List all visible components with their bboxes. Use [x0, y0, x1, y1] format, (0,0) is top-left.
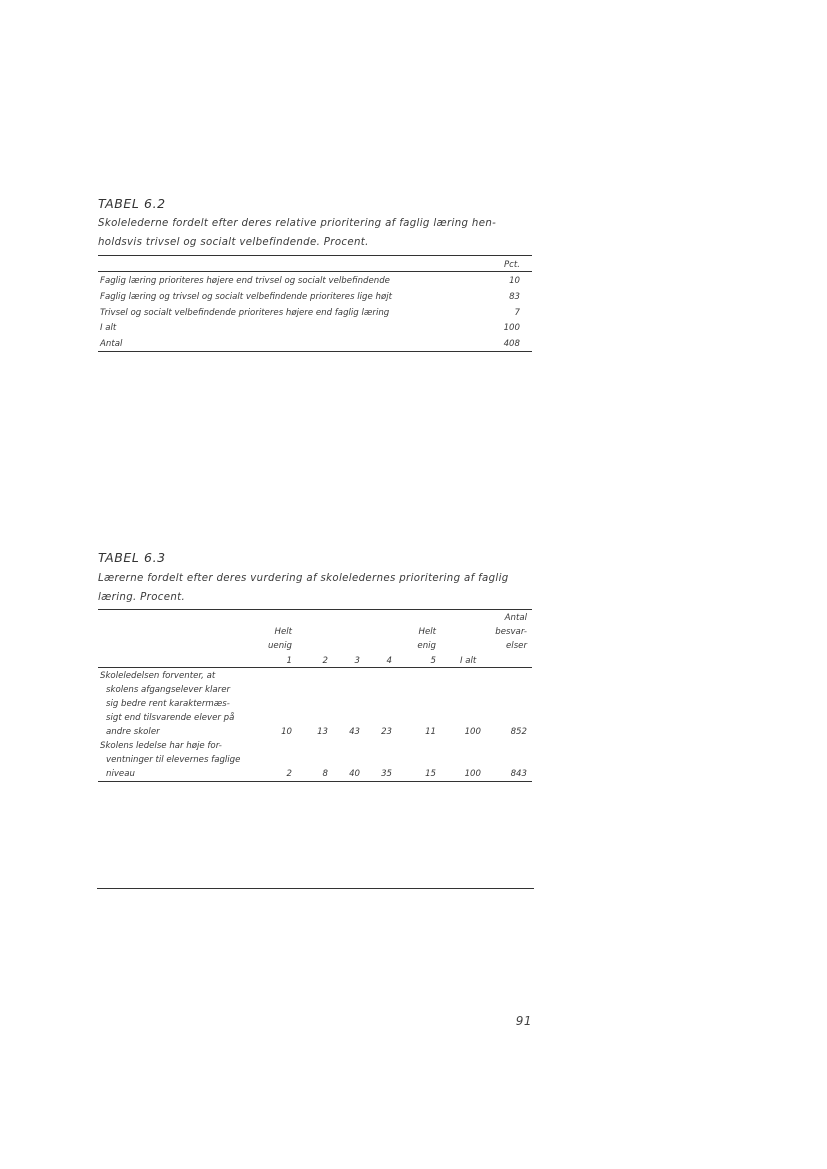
footer-rule [97, 888, 534, 889]
table-6-3-row-1-col2: 13 [317, 727, 328, 737]
table-6-2-total-value: 100 [503, 323, 520, 333]
table-6-3-row-1-col4: 23 [381, 727, 392, 737]
table-6-2-row-label: Trivsel og socialt velbefindende prioriteres højere end faglig læring [100, 308, 390, 318]
table-6-3-row-2-total: 100 [464, 769, 481, 779]
table-6-2-row-label: Faglig læring og trivsel og socialt velbefindende prioriteres lige højt [100, 292, 392, 302]
table-6-3-row-2-label-line-2: ventninger til elevernes faglige [106, 755, 241, 765]
table-6-3-header-count-line-2: besvar- [495, 627, 527, 637]
table-6-3-row-1-label-line-2: skolens afgangselever klarer [106, 685, 231, 695]
page-number: 91 [515, 1014, 532, 1028]
table-6-2-row-label: Faglig læring prioriteres højere end trivsel og socialt velbefindende [100, 276, 390, 286]
table-6-3-bottom-rule [98, 781, 532, 782]
table-6-2-caption-line-1: Skolelederne fordelt efter deres relative prioritering af faglig læring hen- [98, 218, 497, 229]
table-6-2-col-header: Pct. [503, 260, 520, 270]
table-6-2-header-rule [98, 271, 532, 272]
table-6-3-header-col1-top: Helt [274, 627, 292, 637]
table-6-3-row-2-count: 843 [510, 769, 527, 779]
table-6-3-header-col4-num: 4 [386, 656, 392, 666]
table-6-3-header-rule [98, 667, 532, 668]
table-6-2-count-value: 408 [503, 339, 520, 349]
table-6-3-row-2-col4: 35 [381, 769, 392, 779]
table-6-3-caption-line-2: læring. Procent. [98, 592, 186, 603]
table-6-3-header-col1-num: 1 [286, 656, 292, 666]
table-6-2-count-label: Antal [100, 339, 123, 349]
table-6-2-row-value: 10 [509, 276, 520, 286]
table-6-3-row-1-col3: 43 [349, 727, 360, 737]
table-6-2-title: TABEL 6.2 [98, 196, 166, 211]
table-6-3-row-2-col1: 2 [286, 769, 292, 779]
table-6-3-caption-line-1: Lærerne fordelt efter deres vurdering af skoleledernes prioritering af faglig [98, 573, 509, 584]
table-6-3-top-rule [98, 609, 532, 610]
table-6-2-row-value: 83 [509, 292, 520, 302]
table-6-3-header-col1-bottom: uenig [267, 641, 292, 651]
table-6-3-title: TABEL 6.3 [98, 550, 166, 565]
table-6-3-header-count-line-3: elser [506, 641, 527, 651]
table-6-3-row-2-col2: 8 [322, 769, 328, 779]
table-6-3-header-total: I alt [460, 656, 477, 666]
table-6-3-row-1-col1: 10 [281, 727, 292, 737]
table-6-3-header-col5-num: 5 [430, 656, 436, 666]
table-6-3-row-1-label-line-3: sig bedre rent karaktermæs- [106, 699, 230, 709]
table-6-2-total-label: I alt [100, 323, 117, 333]
table-6-2-caption-line-2: holdsvis trivsel og socialt velbefindende. Procent. [98, 237, 369, 248]
table-6-3-header-col3-num: 3 [354, 656, 360, 666]
table-6-3-row-1-label-line-4: sigt end tilsvarende elever på [106, 713, 235, 723]
table-6-3-row-2-col5: 15 [425, 769, 436, 779]
table-6-3-row-1-total: 100 [464, 727, 481, 737]
table-6-3-row-2-label-line-1: Skolens ledelse har høje for- [100, 741, 222, 751]
table-6-3-row-1-count: 852 [510, 727, 527, 737]
table-6-3-row-1-label-line-5: andre skoler [106, 727, 160, 737]
table-6-2-top-rule [98, 255, 532, 256]
table-6-2-bottom-rule [98, 351, 532, 352]
table-6-3-header-col2-num: 2 [322, 656, 328, 666]
table-6-3-header-col5-bottom: enig [417, 641, 436, 651]
table-6-3-row-1-col5: 11 [425, 727, 436, 737]
table-6-3-row-2-col3: 40 [349, 769, 360, 779]
table-6-3-row-1-label-line-1: Skoleledelsen forventer, at [100, 671, 216, 681]
table-6-3-row-2-label-line-3: niveau [106, 769, 135, 779]
table-6-3-header-col5-top: Helt [418, 627, 436, 637]
table-6-2-row-value: 7 [514, 308, 520, 318]
table-6-3-header-count-line-1: Antal [504, 613, 527, 623]
